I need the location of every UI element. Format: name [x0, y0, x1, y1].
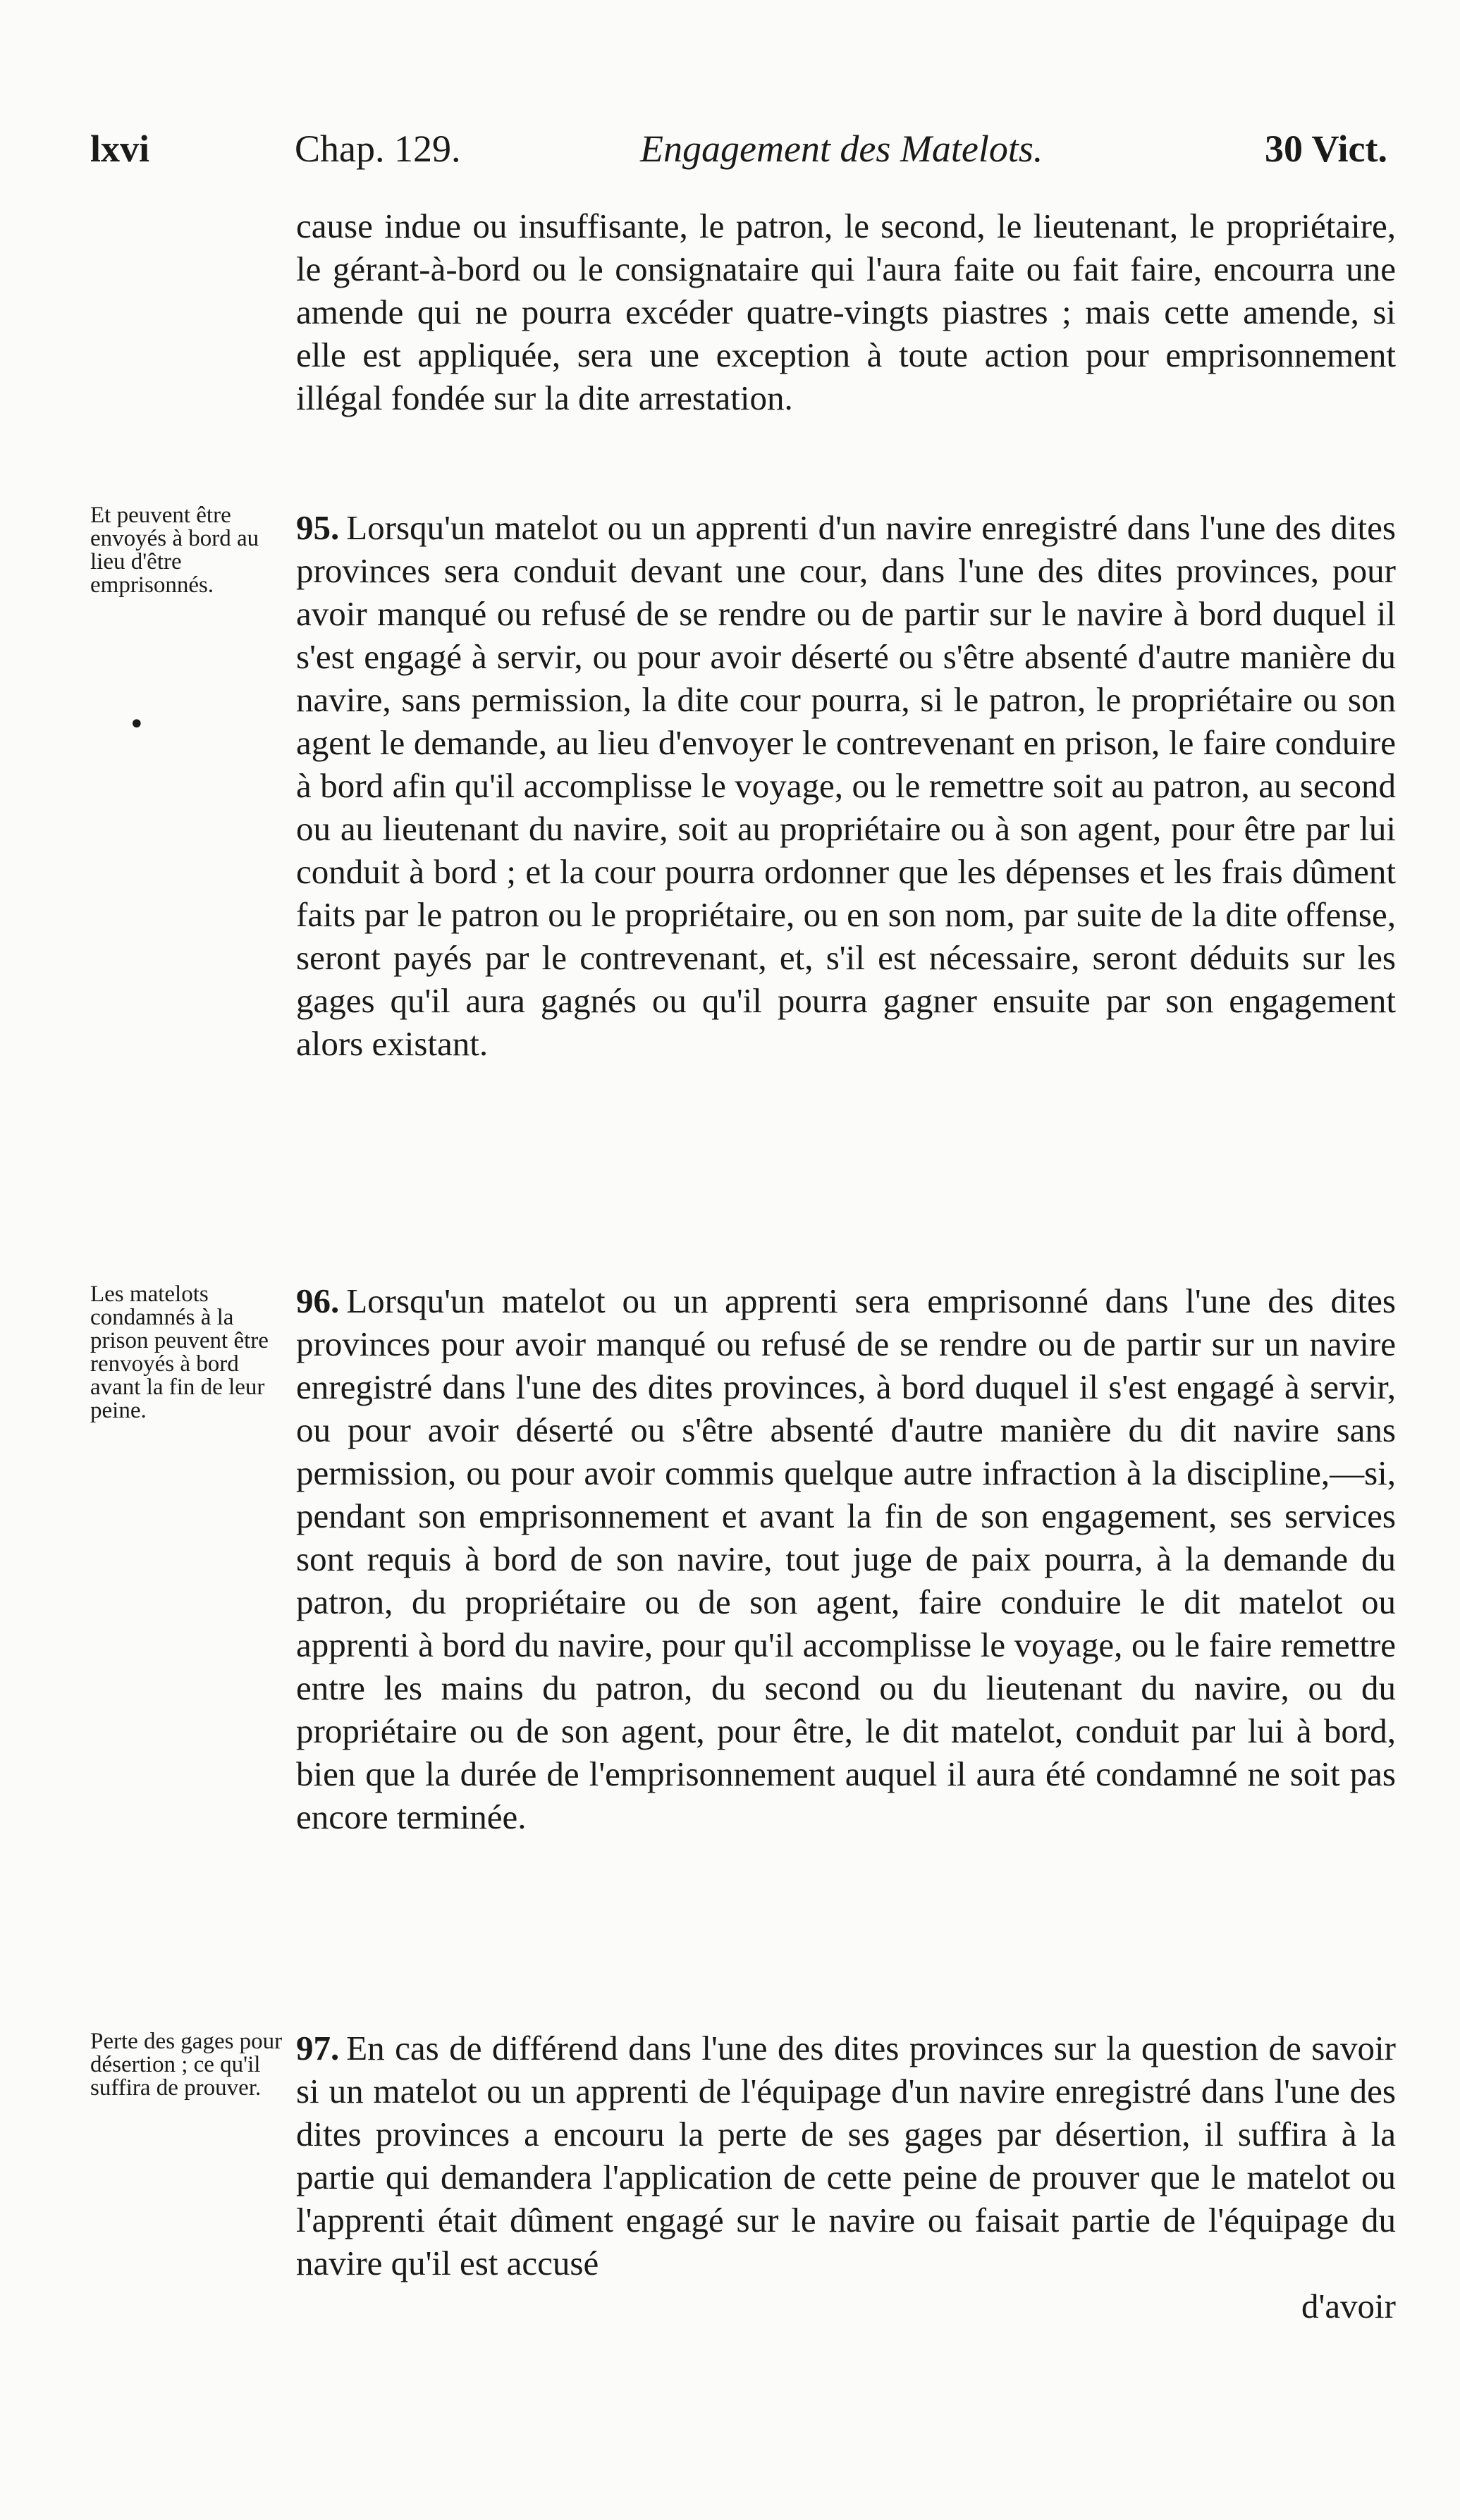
section-number: 95.	[296, 508, 340, 547]
section-97	[296, 2027, 1396, 2328]
page-number: lxvi	[90, 128, 150, 170]
margin-note-97: Perte des gages pour désertion ; ce qu'il suffira de prouver.	[90, 2029, 283, 2101]
section-text: Lorsqu'un matelot ou un apprenti d'un navire enregistré dans l'une des dites provinces sera conduit devant une cour, dans l'une des dites provinces, pour avoir manqué ou refusé de se rendre ou de partir sur le navire à bord duquel il s'est engagé à servir, ou pour avoir déserté ou s'être absenté d'autre manière du navire, sans permission, la dite cour pourra, si le patron, le propriétaire ou son agent le demande, au lieu d'envoyer le contrevenant en prison, le faire conduire à bord afin qu'il accomplisse le voyage, ou le remettre soit au patron, au second ou au lieutenant du navire, soit au propriétaire ou à son agent, pour être par lui conduit à bord ; et la cour pourra ordonner que les dépenses et les frais dûment faits par le patron ou le propriétaire, ou en son nom, par suite de la dite offense, seront payés par le contrevenant, et, s'il est nécessaire, seront déduits sur les gages qu'il aura gagnés ou qu'il pourra gagner ensuite par son engagement alors existant.	[296, 508, 1396, 1063]
section-number: 97.	[296, 2029, 340, 2067]
section-text: En cas de différend dans l'une des dites provinces sur la question de savoir si un matelot ou un apprenti de l'équipage d'un navire enregistré dans l'une des dites provinces a encouru la perte de ses gages par désertion, il suffira à la partie qui demandera l'application de cette peine de prouver que le matelot ou l'apprenti était dûment engagé sur le navire ou faisait partie de l'équipage du navire qu'il est accusé	[296, 2029, 1396, 2282]
section-text: Lorsqu'un matelot ou un apprenti sera emprisonné dans l'une des dites provinces pour avoir manqué ou refusé de se rendre ou de partir sur un navire enregistré dans l'une des dites provinces, à bord duquel il s'est engagé à servir, ou pour avoir déserté ou s'être absenté d'autre manière du dit navire sans permission, ou pour avoir commis quelque autre infraction à la discipline,—si, pendant son emprisonnement et avant la fin de son engagement, ses services sont requis à bord de son navire, tout juge de paix pourra, à la demande du patron, du propriétaire ou de son agent, faire conduire le dit matelot ou apprenti à bord du navire, pour qu'il accomplisse le voyage, ou le faire remettre entre les mains du patron, du second ou du lieutenant du navire, ou du propriétaire ou de son agent, pour être, le dit matelot, conduit par lui à bord, bien que la durée de l'emprisonnement auquel il aura été condamné ne soit pas encore terminée.	[296, 1281, 1396, 1836]
stray-mark-glyph: •	[128, 708, 145, 741]
continuation-paragraph	[296, 204, 1396, 419]
section-number: 96.	[296, 1281, 340, 1320]
reign-label: 30 Vict.	[1265, 128, 1387, 170]
running-title: Engagement des Matelots.	[640, 128, 1043, 170]
catchword: d'avoir	[1301, 2287, 1396, 2325]
page-header	[90, 127, 1387, 176]
section-96	[296, 1279, 1396, 1838]
section-95	[296, 506, 1396, 1065]
continuation-text: cause indue ou insuffisante, le patron, le second, le lieutenant, le propriétaire, le gérant-à-bord ou le consignataire qui l'aura faite ou fait faire, encourra une amende qui ne pourra excéder quatre-vingts piastres ; mais cette amende, si elle est appliquée, sera une exception à toute action pour emprisonnement illégal fondée sur la dite arrestation.	[296, 207, 1396, 417]
margin-note-96: Les matelots condamnés à la prison peuvent être renvoyés à bord avant la fin de leur peine.	[90, 1281, 269, 1423]
margin-note-95: Et peuvent être envoyés à bord au lieu d'être emprisonnés.	[90, 503, 259, 598]
chapter-label: Chap. 129.	[295, 128, 461, 170]
